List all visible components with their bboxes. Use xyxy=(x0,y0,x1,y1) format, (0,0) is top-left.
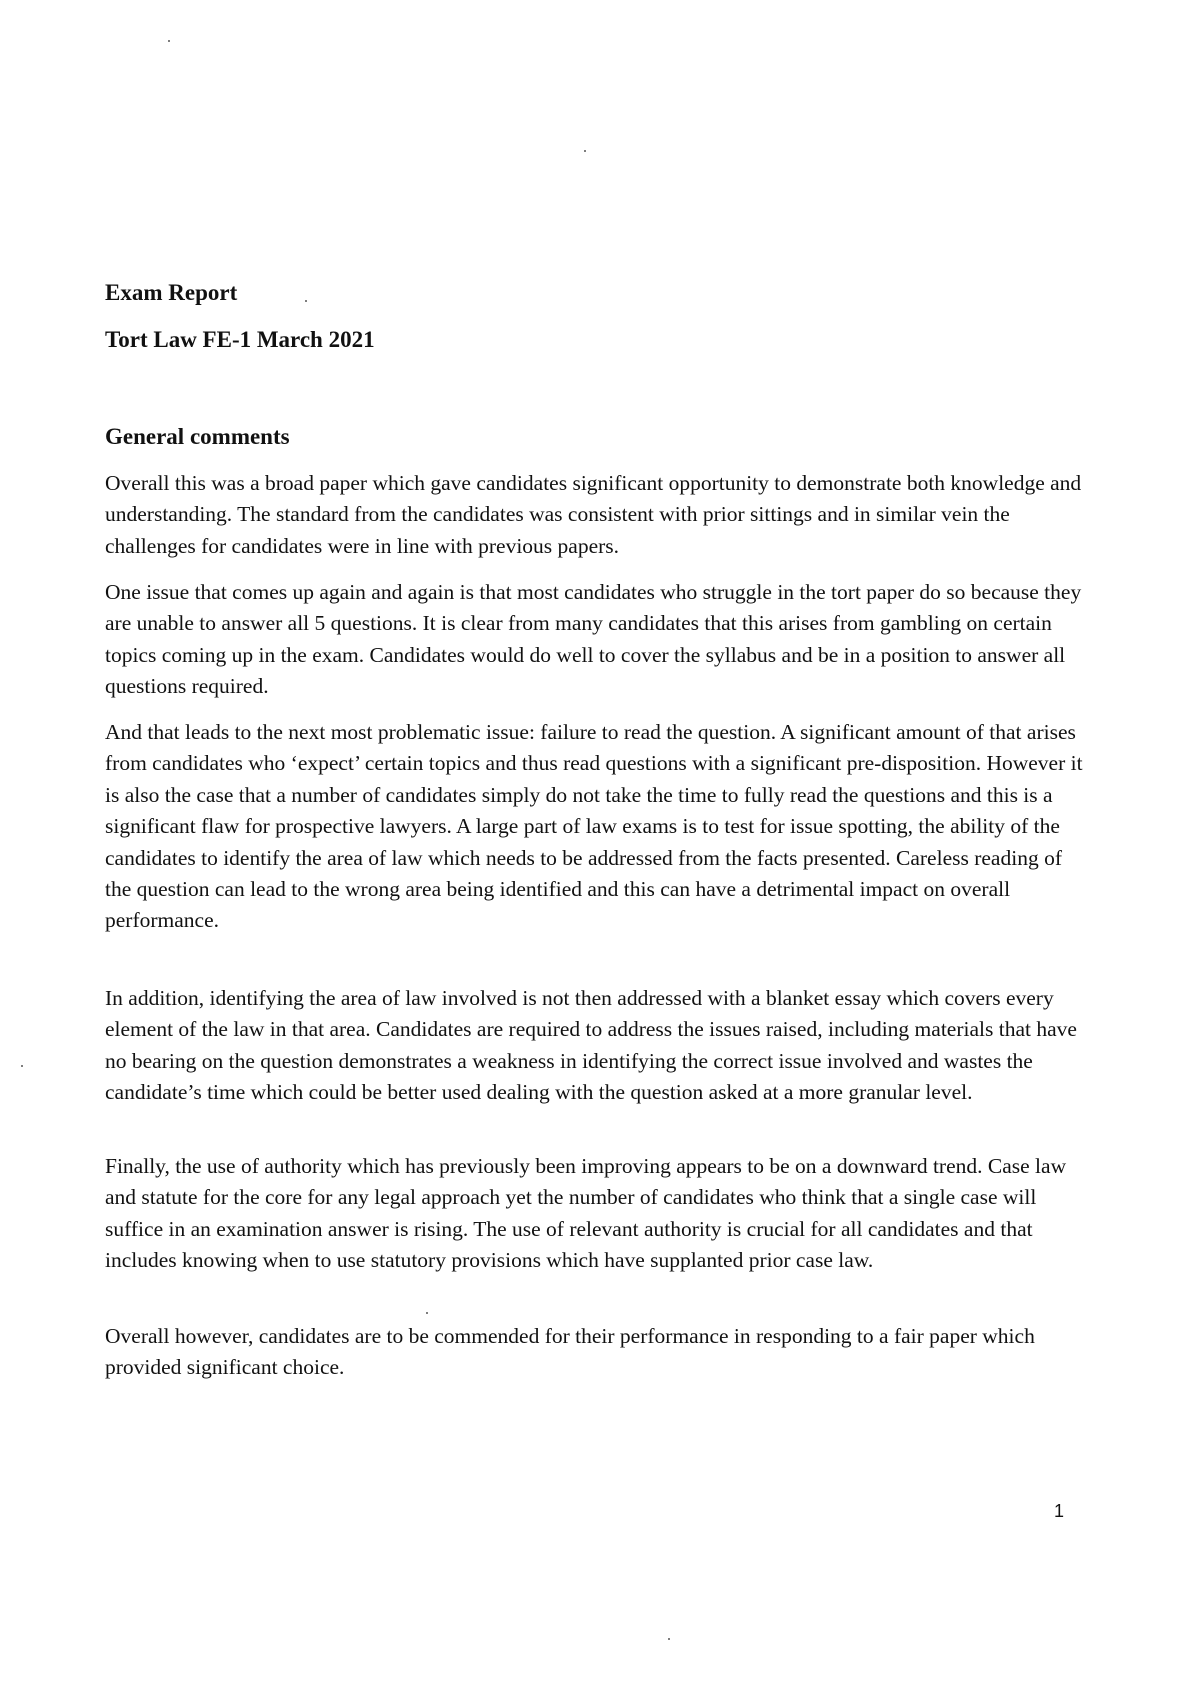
paragraph-closing: Overall however, candidates are to be commended for their performance in responding to a fair paper which provided significant choice. xyxy=(105,1324,1035,1380)
scan-speck xyxy=(305,300,307,302)
scan-speck xyxy=(21,1065,23,1067)
paragraph-reading-question: And that leads to the next most problematic issue: failure to read the question. A significant amount of that arises from candidates who ‘expect’ certain topics and thus read questions with a significant pre-disposition. However it is also the case that a number of candidates simply do not take the time to fully read the questions and this is a significant flaw for prospective lawyers. A large part of law exams is to test for issue spotting, the ability of the candidates to identify the area of law which needs to be addressed from the facts presented. Careless reading of the question can lead to the wrong area being identified and this can have a detrimental impact on overall performance. xyxy=(105,720,1083,933)
scan-speck xyxy=(584,150,586,152)
document-subtitle: Tort Law FE-1 March 2021 xyxy=(105,327,375,352)
scan-speck xyxy=(668,1638,670,1640)
paragraph-use-of-authority: Finally, the use of authority which has previously been improving appears to be on a downward trend. Case law and statute for the core for any legal approach yet the number of candidates who think that a single case will suffice in an examination answer is rising. The use of relevant authority is crucial for all candidates and that includes knowing when to use statutory provisions which have supplanted prior case law. xyxy=(105,1154,1067,1273)
paragraph-overview: Overall this was a broad paper which gave candidates significant opportunity to demonstrate both knowledge and understanding. The standard from the candidates was consistent with prior sittings and in similar vein the challenges for candidates were in line with previous papers. xyxy=(105,471,1082,558)
document-title: Exam Report xyxy=(105,280,238,305)
page-number: 1 xyxy=(1054,1501,1065,1521)
scan-speck xyxy=(426,1312,428,1314)
paragraph-issue-identification: In addition, identifying the area of law involved is not then addressed with a blanket essay which covers every element of the law in that area. Candidates are required to address the issues raised, including materials that have no bearing on the question demonstrates a weakness in identifying the correct issue involved and wastes the candidate’s time which could be better used dealing with the question asked at a more granular level. xyxy=(105,986,1077,1105)
paragraph-unanswered-questions: One issue that comes up again and again is that most candidates who struggle in the tort paper do so because they are unable to answer all 5 questions. It is clear from many candidates that this arises from gambling on certain topics coming up in the exam. Candidates would do well to cover the syllabus and be in a position to answer all questions required. xyxy=(105,580,1082,699)
section-heading: General comments xyxy=(105,424,290,449)
scan-speck xyxy=(168,40,170,42)
